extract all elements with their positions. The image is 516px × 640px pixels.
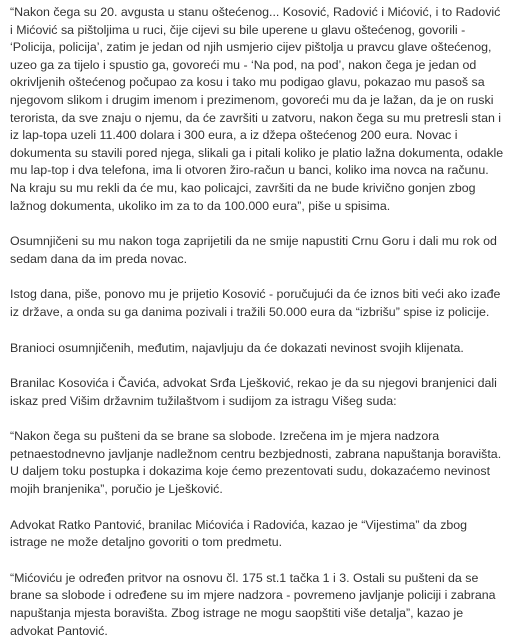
paragraph-ljeskovic-statement: Branilac Kosovića i Čavića, advokat Srđa Lješković, rekao je da su njegovi branjenici dali iskaz pred Višim državnim tužilaštvom i sudijom za istragu Višeg suda: [10, 376, 497, 408]
paragraph-defense-announcement: Branioci osumnjičenih, međutim, najavljuju da će dokazati nevinost svojih klijenata. [10, 340, 464, 355]
paragraph-indictment-quote: “Nakon čega su 20. avgusta u stanu oštećenog... Kosović, Radović i Mićović, i to Radović i Mićović sa pištoljima u ruci, čije cijevi su bile uperene u glavu oštećenog, govorili - ‘Policija, policija’, zatim je jedan od njih usmjerio cijev pištolja u pravcu glave oštećenog, uzeo ga za tijelo i spustio ga, govoreći mu - ‘Na pod, na pod’, nakon čega je jedan od okrivljenih oštećenog počupao za kosu i tako mu podigao glavu, pokazao mu pasoš sa njegovom slikom i drugim imenom i prezimenom, govoreći mu da je lažan, da je on ruski terorista, da sve znaju o njemu, da će završiti u zatvoru, nakon čega su mu pretresli stan i iz lap-topa uzeli 11.400 dolara i 300 eura, a iz džepa oštećenog 200 eura. Novac i dokumenta su stavili pored njega, slikali ga i pitali koliko je platio lažna dokumenta, odakle mu lap-top i dva telefona, ima li otvoren žiro-račun u banci, koliko ima novca na računu. Na kraju su mu rekli da će mu, kao policajci, završiti da ne bude krivično gonjen zbog lažnog dokumenta, ukoliko im za to da 100.000 eura”, piše u spisima. [10, 5, 504, 213]
paragraph-pantovic-statement: Advokat Ratko Pantović, branilac Mićovića i Radovića, kazao je “Vijestima” da zbog istrage ne može detaljno govoriti o tom predmetu. [10, 517, 468, 550]
paragraph-pantovic-quote: “Mićoviću je određen pritvor na osnovu čl. 175 st.1 tačka 1 i 3. Ostali su pušteni da se brane sa slobode i određene su im mjere nadzora - povremeno javljanje policiji i zabrana napuštanja mjesta boravišta. Zbog istrage ne mogu saopštiti više detalja”, kazao je advokat Pantović. [10, 570, 496, 638]
paragraph-threat: Osumnjičeni su mu nakon toga zaprijetili da ne smije napustiti Crnu Goru i dali mu rok od sedam dana da im preda novac. [10, 234, 497, 266]
paragraph-ljeskovic-quote: “Nakon čega su pušteni da se brane sa slobode. Izrečena im je mjera nadzora petnaestodnevno javljanje nadležnom centru bezbjednosti, zabrana napuštanja boravišta. U daljem toku postupka i dokazima koje ćemo prezentovati sudu, dokazaćemo nevinost mojih branjenika”, poručio je Lješković. [10, 429, 502, 497]
paragraph-kosovic-threat: Istog dana, piše, ponovo mu je prijetio Kosović - poručujući da će iznos biti veći ako izađe iz države, a onda su ga danima pozivali i tražili 50.000 eura da “izbrišu” spise iz policije. [10, 287, 501, 319]
